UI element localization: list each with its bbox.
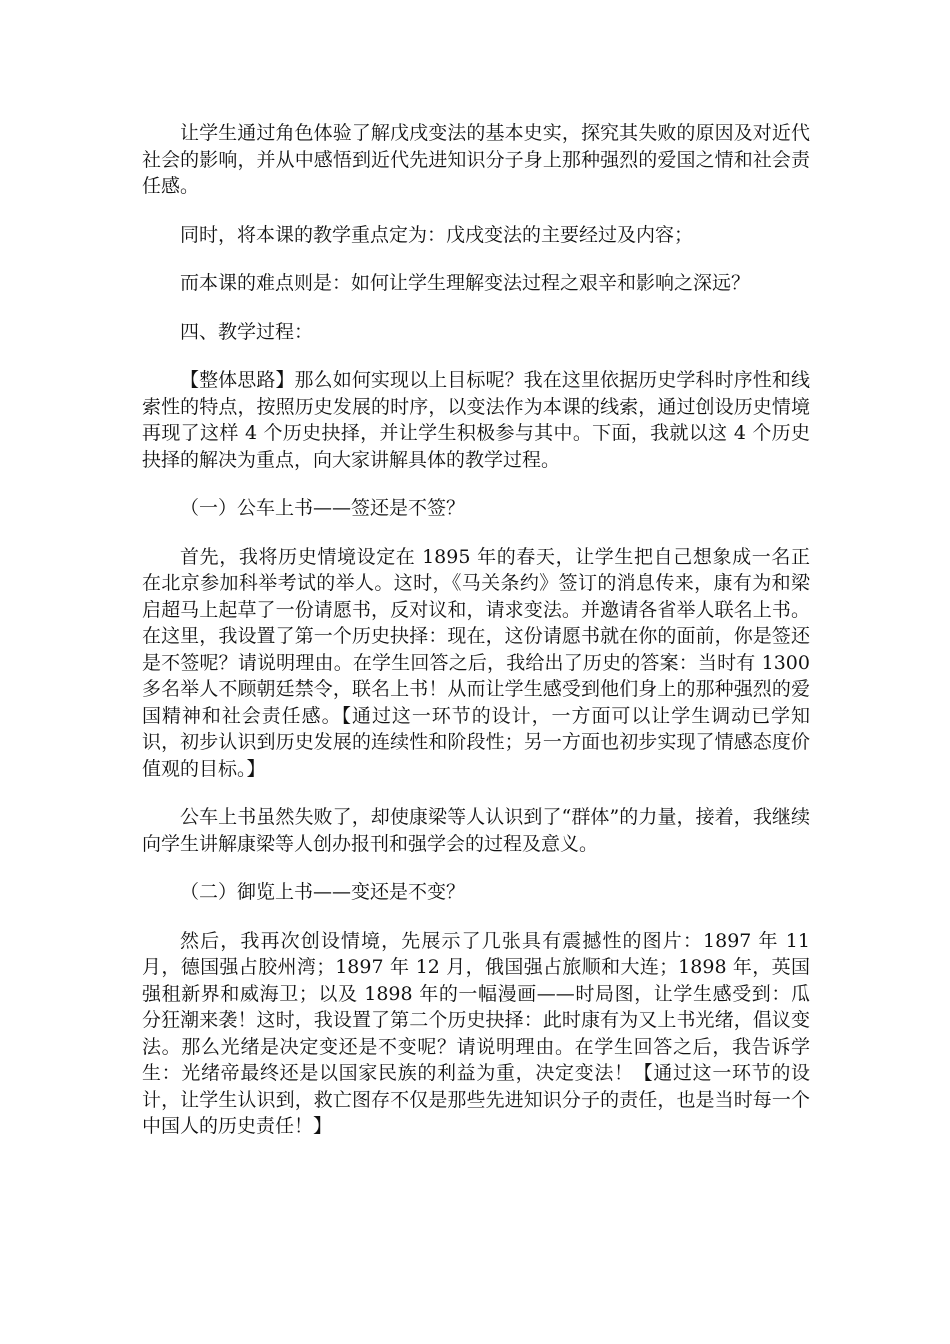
paragraph-second-choice: 然后，我再次创设情境，先展示了几张具有震撼性的图片：1897 年 11 月，德国强占胶州湾；1897 年 12 月，俄国强占旅顺和大连；1898 年，英国强租新界和威海卫；以及 1898 年的一幅漫画——时局图，让学生感受到：瓜分狂潮来袭！这时，我设置了第二个历史抉择：此时康有为又上书光绪，倡议变法。那么光绪是决定变还是不变呢？请说明理由。在学生回答之后，我告诉学生：光绪帝最终还是以国家民族的利益为重，决定变法！【通过这一环节的设计，让学生认识到，救亡图存不仅是那些先进知识分子的责任，也是当时每一个中国人的历史责任！】 [142,929,810,1137]
paragraph-group-power: 公车上书虽然失败了，却使康梁等人认识到了“群体”的力量，接着，我继续向学生讲解康梁等人创办报刊和强学会的过程及意义。 [142,806,810,855]
paragraph-first-choice: 首先，我将历史情境设定在 1895 年的春天，让学生把自己想象成一名正在北京参加科举考试的举人。这时，《马关条约》签订的消息传来，康有为和梁启超马上起草了一份请愿书，反对议和，请求变法。并邀请各省举人联名上书。在这里，我设置了第一个历史抉择：现在，这份请愿书就在你的面前，你是签还是不签呢？请说明理由。在学生回答之后，我给出了历史的答案：当时有 1300 多名举人不顾朝廷禁令，联名上书！从而让学生感受到他们身上的那种强烈的爱国精神和社会责任感。【通过这一环节的设计，一方面可以让学生调动已学知识，初步认识到历史发展的连续性和阶段性；另一方面也初步实现了情感态度价值观的目标。】 [142,545,810,780]
section-heading-teaching-process: 四、教学过程： [180,320,314,343]
paragraph-objective: 让学生通过角色体验了解戊戌变法的基本史实，探究其失败的原因及对近代社会的影响，并从中感悟到近代先进知识分子身上那种强烈的爱国之情和社会责任感。 [142,122,810,197]
subheading-yulan-shangshu: （二）御览上书——变还是不变？ [180,881,466,903]
document-body [142,120,810,1162]
paragraph-overall-approach: 【整体思路】那么如何实现以上目标呢？我在这里依据历史学科时序性和线索性的特点，按照历史发展的时序，以变法作为本课的线索，通过创设历史情境再现了这样 4 个历史抉择，并让学生积极参与其中。下面，我就以这 4 个历史抉择的解决为重点，向大家讲解具体的教学过程。 [142,369,810,471]
subheading-gongche-shangshu: （一）公车上书——签还是不签？ [180,497,466,519]
paragraph-key-point: 同时，将本课的教学重点定为：戊戌变法的主要经过及内容； [180,223,694,246]
paragraph-difficulty: 而本课的难点则是：如何让学生理解变法过程之艰辛和影响之深远？ [180,272,751,294]
